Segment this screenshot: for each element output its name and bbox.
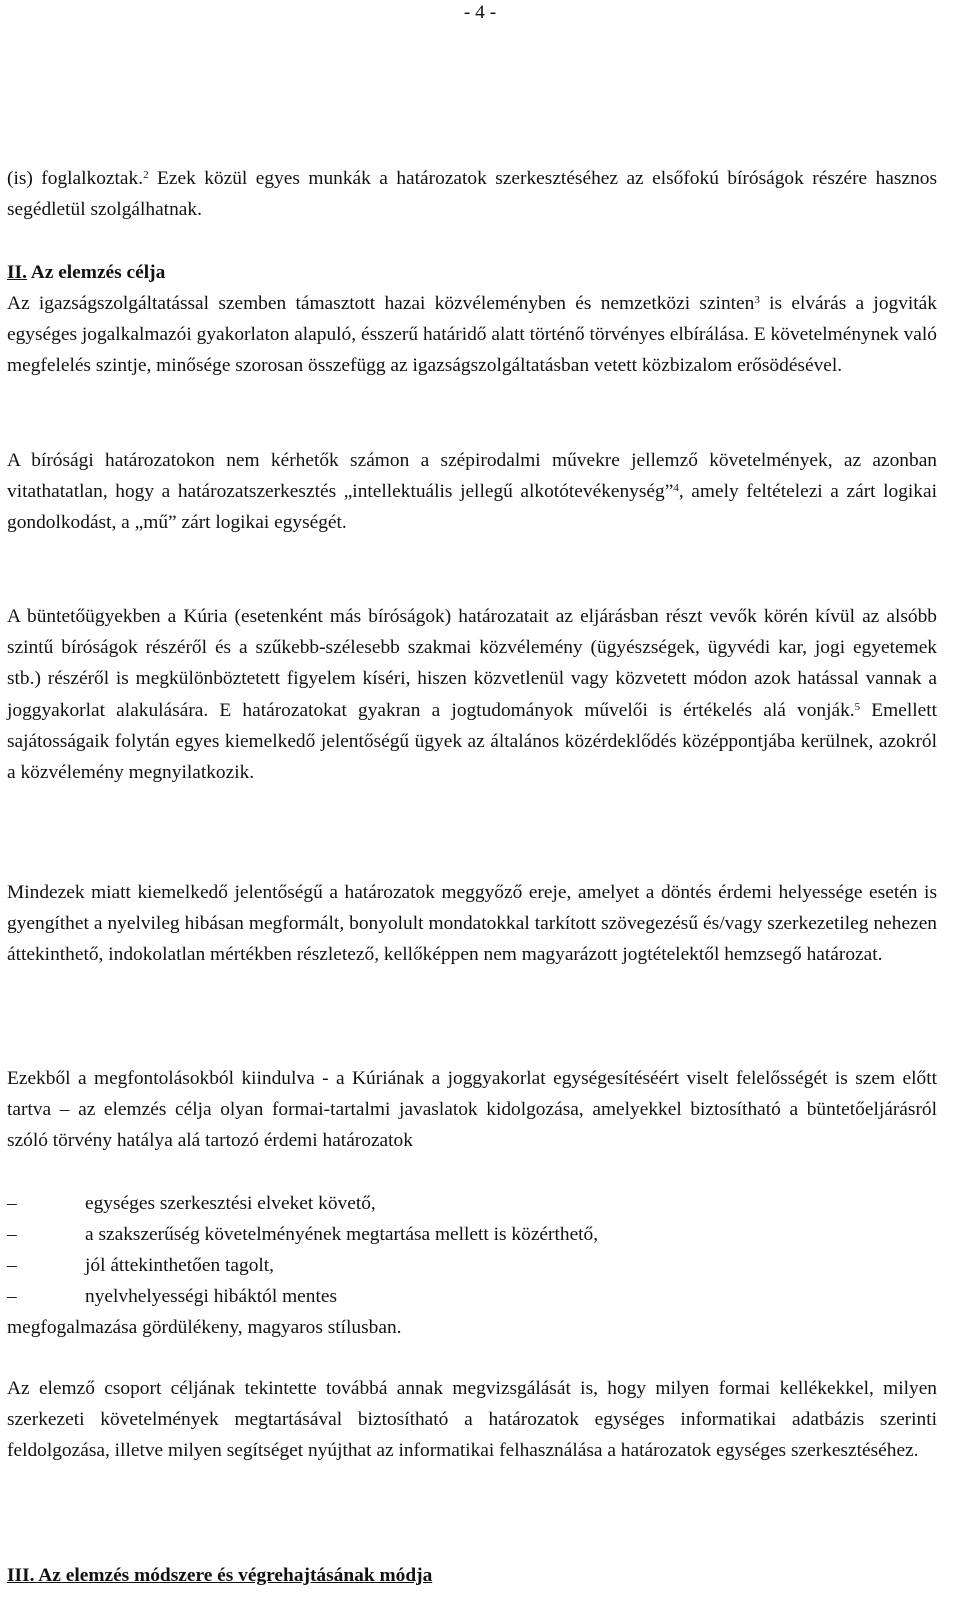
list-marker: – xyxy=(7,1193,17,1214)
text: Az igazságszolgáltatással szemben támasztott hazai közvéleményben és nemzetközi szinten xyxy=(7,293,755,314)
list-marker: – xyxy=(7,1255,17,1276)
list-marker: – xyxy=(7,1286,17,1307)
page-number: - 4 - xyxy=(463,2,497,23)
text: Ezek közül egyes munkák a határozatok szerkesztéséhez az elsőfokú bíróságok részére hasznos segédletül szolgálhatnak. xyxy=(7,168,937,221)
list-item xyxy=(7,1219,937,1250)
list-item-text: egységes szerkesztési elveket követő, xyxy=(85,1193,376,1214)
footnote-ref: 3 xyxy=(754,294,760,306)
paragraph-4 xyxy=(7,601,937,788)
text: , amely feltételezi a zárt logikai gondolkodást, a „mű” zárt logikai egységét. xyxy=(7,481,937,534)
text: (is) foglalkoztak. xyxy=(7,168,144,189)
section-heading-2 xyxy=(7,257,937,288)
list-marker: – xyxy=(7,1224,17,1245)
footnote-ref: 4 xyxy=(673,482,679,495)
footnote-ref: 5 xyxy=(854,700,861,713)
paragraph-1 xyxy=(7,163,937,225)
list-item xyxy=(7,1281,937,1312)
paragraph-6-end: megfogalmazása gördülékeny, magyaros stílusban. xyxy=(7,1317,402,1338)
paragraph-3 xyxy=(7,445,937,539)
list-item xyxy=(7,1188,937,1219)
paragraph-2 xyxy=(7,288,937,382)
paragraph-6: Ezekből a megfontolásokból kiindulva - a Kúriának a joggyakorlat egységesítéséért viselt felelősségét is szem előtt tartva – az elemzés célja olyan formai-tartalmi javaslatok kidolgozása, amelyekkel biztosítható a büntetőeljárásról szóló törvény hatálya alá tartozó érdemi határozatok xyxy=(7,1068,937,1152)
paragraph-5: Mindezek miatt kiemelkedő jelentőségű a határozatok meggyőző ereje, amelyet a döntés érdemi helyessége esetén is gyengíthet a nyelvileg hibásan megformált, bonyolult mondatokkal tarkított szövegezésű és/vagy szerkezetileg nehezen áttekinthető, indokolatlan mértékben részletező, kellőképpen nem magyarázott jogtételektől hemzsegő határozat. xyxy=(7,882,937,966)
text: Emellett sajátosságaik folytán egyes kiemelkedő jelentőségű ügyek az általános közérdeklődés középpontjába kerülnek, azokról a közvélemény megnyilatkozik. xyxy=(7,699,937,784)
text: A bírósági határozatokon nem kérhetők számon a szépirodalmi művekre jellemző követelmények, az azonban vitathatatlan, hogy a határozatszerkesztés „intellektuális jellegű alkotótevékenység” xyxy=(7,450,937,503)
text: A büntetőügyekben a Kúria (esetenként más bíróságok) határozatait az eljárásban részt vevők körén kívül az alsóbb szintű bíróságok részéről és a szűkebb-szélesebb szakmai közvélemény (ügyészségek, ügyvédi kar, jogi egyetemek stb.) részéről is megkülönböztetett figyelem kíséri, hiszen közvetlenül vagy közvetett módon azok hatással vannak a joggyakorlat alakulására. E határozatokat gyakran a jogtudományok művelői is értékelés alá vonják. xyxy=(7,606,937,721)
section-heading-3 xyxy=(7,1560,937,1591)
section-title: III. Az elemzés módszere és végrehajtásának módja xyxy=(7,1565,433,1586)
list-item-text: jól áttekinthetően tagolt, xyxy=(85,1255,275,1276)
list-item-text: nyelvhelyességi hibáktól mentes xyxy=(85,1286,338,1307)
list-item xyxy=(7,1250,937,1281)
paragraph-7: Az elemző csoport céljának tekintette továbbá annak megvizsgálását is, hogy milyen formai kellékekkel, milyen szerkezeti követelmények megtartásával biztosítható a határozatok egységes informatikai adatbázis szerinti feldolgozása, illetve milyen segítséget nyújthat az informatikai felhasználása a határozatok egységes szerkesztéséhez. xyxy=(7,1378,937,1462)
section-title: Az elemzés célja xyxy=(26,262,166,283)
text: is elvárás a jogviták egységes jogalkalmazói gyakorlaton alapuló, ésszerű határidő alatt történő törvényes elbírálása. E követelménynek való megfelelés szintje, minősége szorosan összefügg az igazságszolgáltatásban vetett közbizalom erősödésével. xyxy=(7,293,937,377)
list-item-text: a szakszerűség követelményének megtartása mellett is közérthető, xyxy=(85,1224,599,1245)
section-number: II. xyxy=(7,262,27,283)
footnote-ref: 2 xyxy=(143,169,149,181)
